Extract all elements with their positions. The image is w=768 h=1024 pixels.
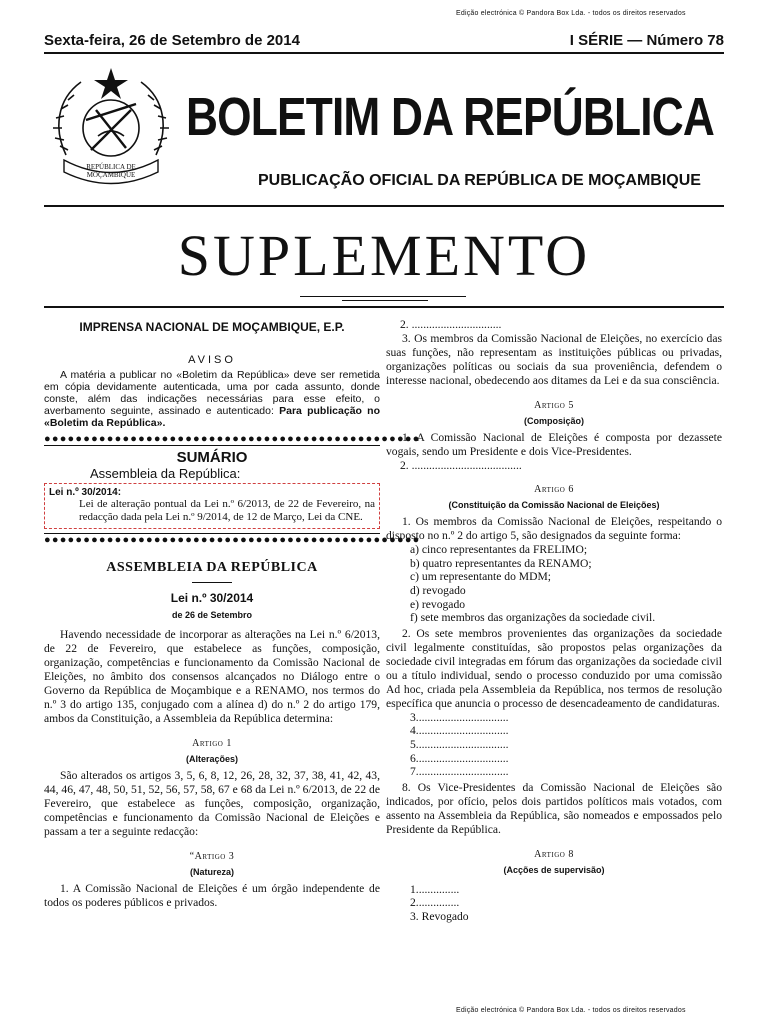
issue-series: I SÉRIE — Número 78 (569, 32, 724, 49)
dotted-item-5: 5................................ (410, 737, 509, 751)
artigo-1-body: São alterados os artigos 3, 5, 6, 8, 12, 26, 28, 32, 37, 38, 41, 42, 43, 44, 46, 47, 48, 50, 51, 52, 56, 57, 58, 67 e 68 da Lei n.º 6/2013, de 22 de Fevereiro, que estabelece as funções, composição, organização, competências e funcionamento da Comissão Nacional de Eleições e passam a ter a seguinte redacção: (44, 769, 380, 838)
lei-date: de 26 de Setembro (171, 610, 253, 620)
artigo-6-heading: Artigo 6 (534, 484, 574, 496)
artigo-3-body: 1. A Comissão Nacional de Eleições é um órgão independente de todos os poderes públicos e privados. (44, 882, 380, 909)
summary-lei-label: Lei n.º 30/2014: (49, 487, 122, 498)
heading-rule (192, 582, 232, 583)
aviso-body (44, 369, 380, 429)
alinea-f: f) sete membros das organizações da sociedade civil. (410, 611, 656, 625)
supplement-rule (300, 296, 466, 297)
issue-date: Sexta-feira, 26 de Setembro de 2014 (44, 32, 300, 49)
alinea-b: b) quatro representantes da RENAMO; (410, 556, 592, 570)
imprensa-heading: IMPRENSA NACIONAL DE MOÇAMBIQUE, E.P. (79, 320, 345, 334)
alinea-a: a) cinco representantes da FRELIMO; (410, 543, 588, 557)
artigo-6-item-2: 2. Os sete membros provenientes das organizações da sociedade civil legalmente constituídas, são propostos pelas organizações da sociedade civil integradas em fórum das organizações da sociedade civil ou a título individual, sendo o processo conduzido por uma comissão Ad hoc, criada pela Assembleia da República, nos termos de resolução específica que anuncia o processo de desencadeamento de candidaturas. (386, 626, 722, 710)
aviso-bold-text: Para publicação no «Boletim da República». (44, 405, 381, 429)
emblem-caption-1: REPÚBLICA DE (86, 163, 136, 171)
dot-divider-1 (44, 433, 421, 446)
emblem-caption-2: MOÇAMBIQUE (86, 171, 136, 179)
dotted-item-4: 4................................ (410, 724, 509, 738)
national-emblem-icon (46, 60, 176, 190)
right-column (386, 318, 722, 924)
alinea-e: e) revogado (410, 597, 466, 611)
copyright-note-top: Edição electrónica © Pandora Box Lda. - todos os direitos reservados (456, 10, 686, 17)
artigo-5-item-2: 2. ...................................... (400, 458, 522, 472)
copyright-note-bottom: Edição electrónica © Pandora Box Lda. - todos os direitos reservados (456, 1007, 686, 1014)
artigo-3-subheading: (Natureza) (189, 867, 234, 877)
assembleia-heading: ASSEMBLEIA DA REPÚBLICA (106, 560, 318, 575)
divider-line (44, 445, 380, 446)
aviso-text: A matéria a publicar no «Boletim da República» deve ser remetida em cópia devidamente autenticada, uma por cada assunto, donde conste, além das indicações necessárias para esse efeito, o averbamento seguinte, assinado e autenticado: (44, 369, 380, 417)
dotted-item-7: 7................................ (410, 765, 509, 779)
lei-number: Lei n.º 30/2014 (170, 591, 254, 605)
aviso-title: AVISO (188, 354, 236, 366)
dotted-item-6: 6................................ (410, 751, 509, 765)
artigo-1-subheading: (Alterações) (185, 754, 239, 764)
frame-rule-bottom (44, 306, 724, 308)
alinea-d: d) revogado (410, 583, 466, 597)
artigo-6-subheading: (Constituição da Comissão Nacional de Eleições) (448, 500, 660, 511)
bullet-row: ●●●●●●●●●●●●●●●●●●●●●●●●●●●●●●●●●●●●●●●●●●●●●●●● (44, 433, 421, 445)
artigo-8-heading: Artigo 8 (534, 848, 574, 860)
artigo-1-heading: Artigo 1 (192, 738, 232, 749)
sumario-subheading: Assembleia da República: (90, 466, 241, 481)
left-column (44, 318, 421, 910)
summary-entry[interactable] (44, 483, 380, 529)
sumario-title: SUMÁRIO (176, 449, 248, 466)
artigo-3-heading: “Artigo 3 (189, 851, 235, 862)
artigo-3-item-3: 3. Os membros da Comissão Nacional de Eleições, no exercício das suas funções, não representam as instituições públicas ou privadas, organizações políticas ou sociais da sua proveniência, defendem o interesse nacional, obedecendo aos ditames da Lei e da sua consciência. (386, 331, 722, 387)
publication-subtitle: PUBLICAÇÃO OFICIAL DA REPÚBLICA DE MOÇAMBIQUE (258, 172, 701, 189)
artigo-6-item-1: 1. Os membros da Comissão Nacional de Eleições, respeitando o disposto no n.º 2 do artigo 5, são designados da seguinte forma: (386, 515, 722, 543)
summary-lei-description: Lei de alteração pontual da Lei n.º 6/2013, de 22 de Fevereiro, na redacção dada pela Lei n.º 9/2014, de 12 de Março, Lei da CNE. (79, 498, 375, 523)
artigo-8-subheading: (Acções de supervisão) (503, 864, 605, 875)
supplement-title: SUPLEMENTO (177, 223, 591, 288)
artigo-8-item-1: 1............... (410, 882, 460, 896)
frame-rule-top (44, 205, 724, 207)
artigo-3-item-2: 2. ............................... (400, 318, 502, 331)
publication-title: BOLETIM DA REPÚBLICA (186, 87, 715, 147)
artigo-5-subheading: (Composição) (523, 415, 584, 426)
artigo-5-heading: Artigo 5 (534, 399, 574, 411)
header-rule (44, 52, 724, 54)
artigo-8-item-2: 2............... (410, 896, 460, 910)
dot-divider-2 (44, 533, 421, 546)
bullet-row: ●●●●●●●●●●●●●●●●●●●●●●●●●●●●●●●●●●●●●●●●●●●●●●●● (44, 534, 421, 546)
dotted-item-3: 3................................ (410, 710, 509, 724)
artigo-8-item-3: 3. Revogado (410, 909, 469, 923)
preamble: Havendo necessidade de incorporar as alterações na Lei n.º 6/2013, de 22 de Fevereiro, que estabelece as funções, composição, organização, competências e funcionamento da Comissão Nacional de Eleições, no âmbito dos consensos alcançados no Diálogo entre o Governo da República de Moçambique e a RENAMO, nos termos do n.º 3 do artigo 135, conjugado com a alínea d) do n.º 2 do artigo 179, ambos da Constituição, a Assembleia da República determina: (44, 628, 380, 725)
alinea-c: c) um representante do MDM; (410, 570, 552, 584)
supplement-rule-short (342, 300, 428, 301)
artigo-5-item-1: 1. A Comissão Nacional de Eleições é composta por dezassete vogais, sendo um Presidente e dois Vice-Presidentes. (386, 430, 722, 458)
artigo-6-item-8: 8. Os Vice-Presidentes da Comissão Nacional de Eleições são indicados, por ofício, pelos dois partidos políticos mais votados, com assento na Assembleia da República, são nomeados e empossados pelo Presidente da República. (386, 780, 722, 836)
